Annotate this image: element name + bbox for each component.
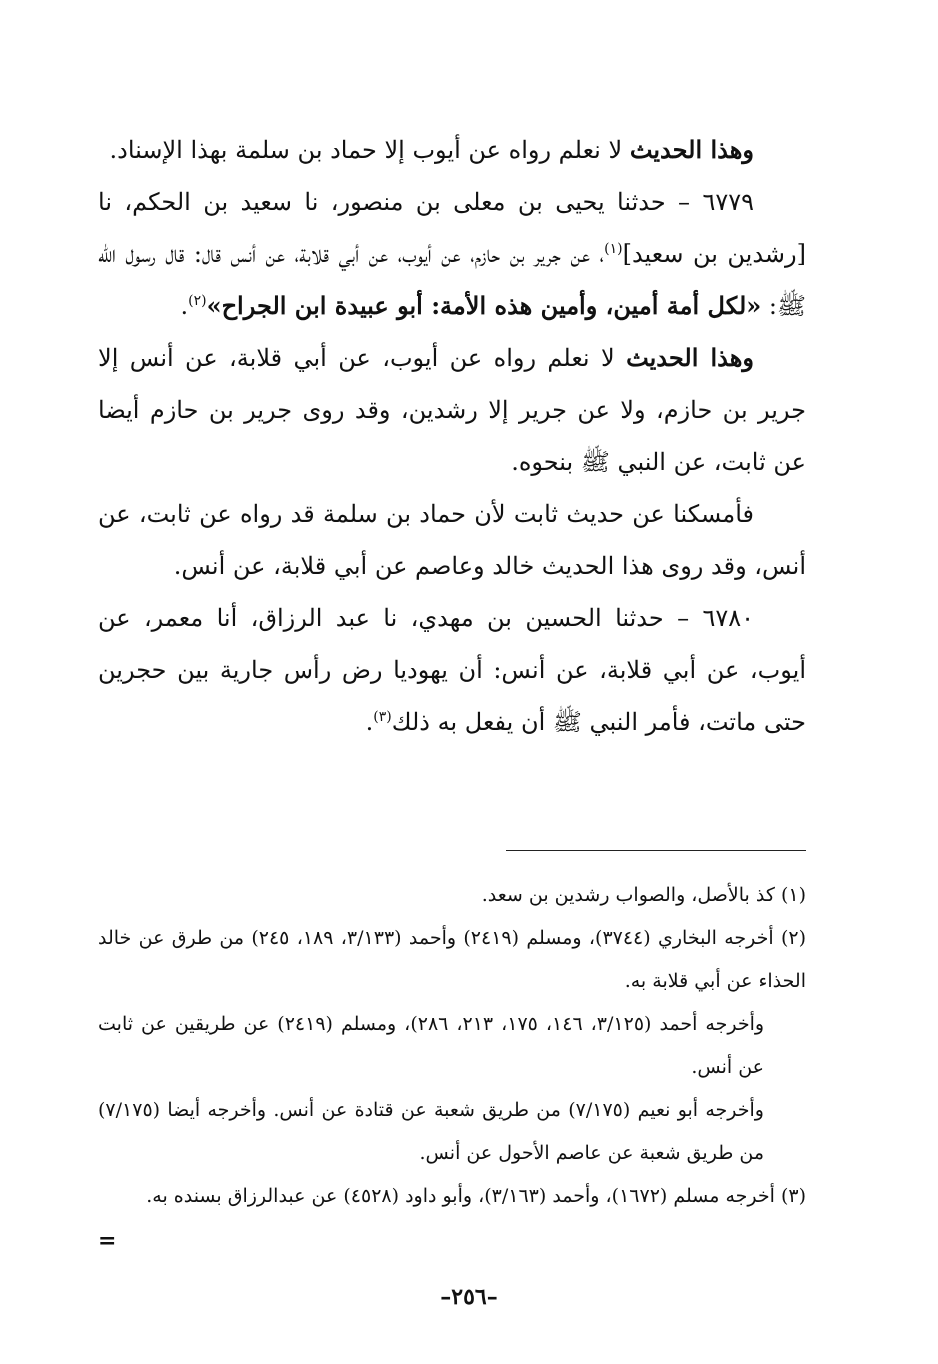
paragraph-text: ، عن جرير بن حازم، عن أيوب، عن أبي قلابة، عن أنس قال: قال رسول الله ﷺ: <box>98 240 806 320</box>
hadith-quote: «لكل أمة أمين، وأمين هذه الأمة: أبو عبيدة ابن الجراح» <box>206 291 762 320</box>
paragraph-text: لا نعلم رواه عن أيوب، عن أبي قلابة، عن أنس إلا جرير بن حازم، ولا عن جرير إلا رشدين، وقد روى جرير بن حازم أيضا عن ثابت، عن النبي ﷺ بنحوه. <box>98 344 806 476</box>
footnote-ref-1: (١) <box>604 241 623 257</box>
footnote-ref-3: (٣) <box>373 709 392 725</box>
hadith-6779 <box>98 176 806 332</box>
paragraph-3 <box>98 332 806 488</box>
bold-phrase: وهذا الحديث <box>626 343 754 372</box>
hadith-number: ٦٧٧٩ <box>702 188 754 216</box>
footnote-ref-2: (٢) <box>188 293 207 309</box>
paragraph-text: – حدثنا الحسين بن مهدي، نا عبد الرزاق، أنا معمر، عن أيوب، عن أبي قلابة، عن أنس: أن يهوديا رض رأس جارية بين حجرين حتى ماتت، فأمر النبي ﷺ أن يفعل به ذلك <box>98 604 806 736</box>
end-mark: = <box>98 1228 117 1254</box>
paragraph-end: . <box>365 708 374 736</box>
paragraph-text: فأمسكنا عن حديث ثابت لأن حماد بن سلمة قد رواه عن ثابت، عن أنس، وقد روى هذا الحديث خالد وعاصم عن أبي قلابة، عن أنس. <box>98 500 806 580</box>
footnote-separator <box>506 850 806 851</box>
footnote-2: (٢) أخرجه البخاري (٣٧٤٤)، ومسلم (٢٤١٩) وأحمد (٣/١٣٣، ١٨٩، ٢٤٥) من طرق عن خالد الحذاء عن أبي قلابة به. <box>98 927 807 992</box>
footnotes <box>98 874 806 1218</box>
main-text <box>98 124 806 748</box>
footnote-2-continuation: وأخرجه أبو نعيم (٧/١٧٥) من طريق شعبة عن قتادة عن أنس. وأخرجه أيضا (٧/١٧٥) من طريق شعبة عن عاصم الأحول عن أنس. <box>98 1099 764 1164</box>
page-number: –٢٥٦– <box>440 1284 498 1310</box>
paragraph-4 <box>98 488 806 592</box>
footnote-3: (٣) أخرجه مسلم (١٦٧٢)، وأحمد (٣/١٦٣)، وأبو داود (٤٥٢٨) عن عبدالرزاق بسنده به. <box>146 1185 806 1207</box>
bold-phrase: وهذا الحديث <box>629 135 754 164</box>
paragraph-1 <box>98 124 806 176</box>
paragraph-end: . <box>180 292 189 320</box>
paragraph-text: لا نعلم رواه عن أيوب إلا حماد بن سلمة بهذا الإسناد. <box>109 136 630 164</box>
paragraph-text: – حدثنا يحيى بن معلى بن منصور، نا سعيد بن الحكم، نا [رشدين بن سعيد] <box>98 188 806 268</box>
footnote-2-continuation: وأخرجه أحمد (٣/١٢٥، ١٤٦، ١٧٥، ٢١٣، ٢٨٦)، ومسلم (٢٤١٩) عن طريقين عن ثابت عن أنس. <box>98 1013 765 1078</box>
hadith-6780 <box>98 592 806 748</box>
footnote-1: (١) كذ بالأصل، والصواب رشدين بن سعد. <box>481 884 806 906</box>
hadith-number: ٦٧٨٠ <box>702 604 754 632</box>
